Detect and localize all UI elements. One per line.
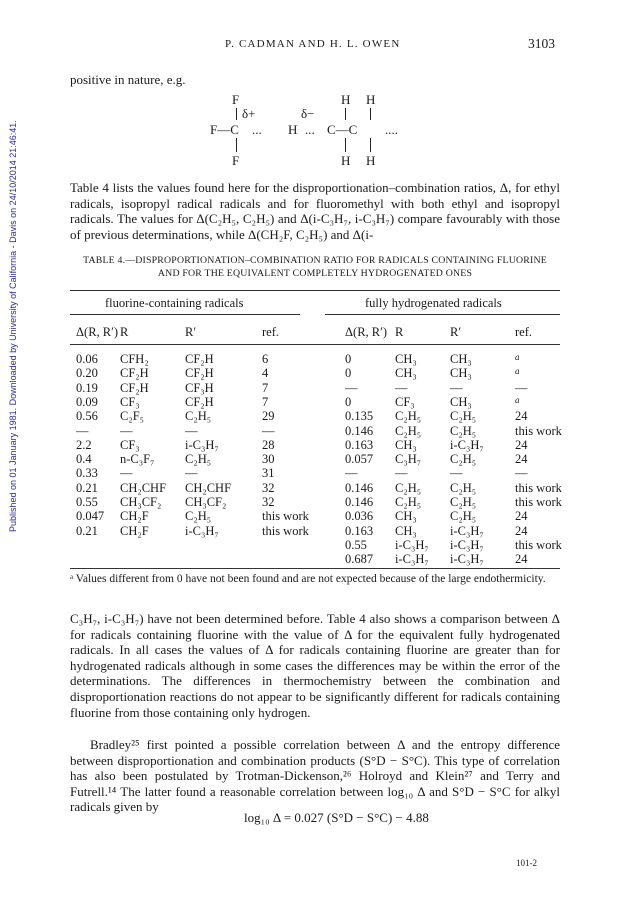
table-cell-rprime-right: CH₃	[450, 352, 472, 366]
table-cell-ref-left: 32	[262, 495, 275, 509]
table-cell-r-right: C₂H₅	[395, 423, 422, 438]
table-cell-r-left: CH₂F	[120, 509, 149, 524]
table-cell-ref-left: 29	[262, 409, 275, 424]
struct-bond	[236, 138, 237, 152]
struct-f-c: F—C	[210, 122, 239, 137]
table-cell-delta-right: 0	[345, 394, 352, 409]
struct-dots-2: ...	[305, 122, 315, 137]
table-cell-delta-left: 0.19	[76, 380, 98, 395]
struct-c-c: C—C	[327, 122, 358, 137]
table-cell-r-right: C₃H₇	[395, 452, 422, 467]
struct-dots-1: ...	[252, 122, 262, 137]
table-cell-rprime-left: CF₂H	[185, 366, 214, 381]
table-cell-r-right: C₂H₅	[395, 409, 422, 424]
table-cell-r-right: —	[395, 466, 408, 481]
table-cell-r-left: C₂F₅	[120, 409, 145, 424]
table-cell-rprime-right: C₂H₅	[450, 452, 477, 467]
table-cell-ref-right: a	[515, 394, 520, 405]
table-cell-r-left: CH₂CHF	[120, 480, 167, 495]
table-cell-rprime-left: C₂H₅	[185, 409, 212, 424]
table-cell-rprime-left: CH₂CHF	[185, 480, 232, 495]
table-header-delta-left: Δ(R, R′)	[76, 325, 119, 339]
table-header-ref-right: ref.	[515, 325, 532, 339]
download-notice-sidebar[interactable]: Published on 01 January 1981. Downloaded by University of California - Davis on 24/10/2014 21:46:41.	[8, 120, 18, 532]
table-header-rprime-left: R′	[185, 325, 197, 339]
struct-bond	[370, 138, 371, 152]
table-cell-delta-right: 0.146	[345, 495, 374, 509]
table-cell-ref-left: 31	[262, 466, 275, 481]
table-cell-r-left: CH₂F	[120, 523, 149, 538]
table-cell-delta-left: 0.20	[76, 366, 98, 381]
table-cell-delta-left: 0.21	[76, 480, 98, 495]
struct-h-top-2: H	[366, 92, 376, 107]
table-cell-r-right: C₂H₅	[395, 480, 422, 495]
table-cell-ref-right: 24	[515, 552, 528, 567]
table-cell-delta-left: 0.09	[76, 394, 98, 409]
table-cell-r-left: —	[120, 466, 133, 481]
table-top-rule	[70, 290, 560, 291]
table-bottom-rule	[70, 568, 560, 569]
struct-bond	[345, 108, 346, 120]
table-cell-rprime-left: i-C₃H₇	[185, 523, 219, 538]
table-cell-ref-right: this work	[515, 495, 562, 509]
table-cell-delta-right: 0	[345, 352, 352, 366]
table-cell-ref-left: —	[262, 423, 275, 438]
table-cell-delta-right: 0.036	[345, 509, 374, 524]
table-cell-ref-left: 7	[262, 394, 269, 409]
table-cell-r-right: —	[395, 380, 408, 395]
table-cell-ref-left: this work	[262, 509, 309, 524]
intro-line: positive in nature, e.g.	[70, 72, 186, 87]
group-rule-right	[325, 314, 560, 315]
table-cell-rprime-right: —	[450, 466, 463, 481]
table-cell-rprime-left: C₂H₅	[185, 509, 212, 524]
table-cell-ref-left: 32	[262, 480, 275, 495]
table-cell-r-right: C₂H₅	[395, 495, 422, 509]
table-cell-r-left: CF₂H	[120, 380, 149, 395]
table-cell-rprime-left: CF₃H	[185, 380, 214, 395]
struct-delta-minus: δ−	[301, 106, 315, 121]
footer-code: 101-2	[516, 858, 537, 868]
table-cell-delta-left: —	[76, 423, 89, 438]
table-cell-ref-right: —	[515, 466, 528, 481]
table-cell-rprime-left: CF₂H	[185, 394, 214, 409]
struct-h-mid: H	[288, 122, 298, 137]
table-cell-ref-right: this work	[515, 480, 562, 495]
table-cell-rprime-right: CH₃	[450, 394, 472, 409]
equation: log₁₀ Δ = 0.027 (S°D − S°C) − 4.88	[244, 810, 429, 825]
table-header-rule	[70, 344, 560, 345]
table-footnote: ᵃ Values different from 0 have not been found and are not expected because of the large endothermicity.	[70, 573, 546, 585]
struct-h-bot-1: H	[341, 153, 351, 168]
table-cell-ref-right: a	[515, 352, 520, 362]
struct-bond	[236, 108, 237, 120]
table-cell-rprime-right: i-C₃H₇	[450, 537, 484, 552]
table-cell-rprime-right: —	[450, 380, 463, 395]
table-cell-r-right: CH₃	[395, 509, 417, 524]
table-header-r-right: R	[395, 325, 404, 339]
table-cell-r-left: —	[120, 423, 133, 438]
table-cell-delta-right: 0	[345, 366, 352, 381]
table-cell-delta-right: 0.163	[345, 437, 374, 452]
table-cell-delta-right: —	[345, 466, 358, 481]
table-cell-delta-right: —	[345, 380, 358, 395]
paragraph-2: C₃H₇, i-C₃H₇) have not been determined before. Table 4 also shows a comparison between Δ for radicals containing fluorine with the value of Δ for the equivalent fully hydrogenated radicals. In all cases the values of Δ for radicals containing fluorine are greater than for hydrogenated radicals although in some cases the differences may be within the error of the determinations. The differences in thermochemistry between the combination and disproportionation reactions do not appear to be significantly different for radicals containing fluorine from those containing only hydrogen.	[70, 611, 560, 720]
table-cell-delta-left: 0.56	[76, 409, 98, 424]
table-cell-ref-left: 6	[262, 352, 269, 366]
table-cell-delta-left: 2.2	[76, 437, 92, 452]
table-cell-delta-left: 0.21	[76, 523, 98, 538]
group-header-fluorine: fluorine-containing radicals	[105, 296, 244, 310]
table-cell-delta-right: 0.057	[345, 452, 374, 467]
table-cell-rprime-left: CH₃CF₂	[185, 495, 227, 509]
group-header-hydrogenated: fully hydrogenated radicals	[365, 296, 502, 310]
struct-h-top-1: H	[341, 92, 351, 107]
table-cell-ref-left: 4	[262, 366, 269, 381]
table-cell-r-right: CH₃	[395, 366, 417, 381]
struct-dots-3: ....	[385, 122, 398, 137]
table-cell-rprime-left: —	[185, 423, 198, 438]
struct-h-bot-2: H	[366, 153, 376, 168]
table-cell-ref-right: 24	[515, 523, 528, 538]
table-cell-rprime-right: i-C₃H₇	[450, 437, 484, 452]
struct-f-bottom: F	[232, 153, 240, 168]
struct-bond	[345, 138, 346, 152]
paragraph-3: Bradley²⁵ first pointed a possible correlation between Δ and the entropy difference between disproportionation and combination products (S°D − S°C). This type of correlation has also been postulated by Trotman-Dickenson,²⁶ Holroyd and Klein²⁷ and Terry and Futrell.¹⁴ The latter found a reasonable correlation between log₁₀ Δ and S°D − S°C for alkyl radicals given by	[70, 737, 560, 815]
table-cell-rprime-right: i-C₃H₇	[450, 552, 484, 567]
table-cell-rprime-right: C₂H₅	[450, 409, 477, 424]
table-cell-r-right: CH₃	[395, 352, 417, 366]
table-cell-delta-right: 0.146	[345, 480, 374, 495]
table-cell-r-right: i-C₃H₇	[395, 552, 429, 567]
running-header-authors: P. CADMAN AND H. L. OWEN	[225, 38, 401, 50]
table-cell-r-left: CH₃CF₂	[120, 495, 162, 509]
table-cell-rprime-right: CH₃	[450, 366, 472, 381]
table-cell-r-left: n-C₃F₇	[120, 452, 155, 467]
table-cell-rprime-right: C₂H₅	[450, 495, 477, 509]
table-cell-delta-left: 0.33	[76, 466, 98, 481]
table-cell-delta-left: 0.047	[76, 509, 105, 524]
table-header-delta-right: Δ(R, R′)	[345, 325, 388, 339]
struct-delta-plus: δ+	[242, 106, 256, 121]
table-cell-rprime-right: i-C₃H₇	[450, 523, 484, 538]
table-cell-rprime-left: CF₂H	[185, 352, 214, 366]
table-cell-ref-right: 24	[515, 409, 528, 424]
table-cell-ref-right: —	[515, 380, 528, 395]
table-cell-rprime-left: i-C₃H₇	[185, 437, 219, 452]
table-cell-delta-left: 0.4	[76, 452, 92, 467]
table-header-rprime-right: R′	[450, 325, 462, 339]
table-cell-rprime-right: C₂H₅	[450, 509, 477, 524]
table-cell-ref-left: 7	[262, 380, 269, 395]
table-header-r-left: R	[120, 325, 129, 339]
table-cell-r-right: CH₃	[395, 523, 417, 538]
table-cell-ref-right: 24	[515, 452, 528, 467]
table-cell-rprime-right: C₂H₅	[450, 423, 477, 438]
table-cell-ref-right: 24	[515, 509, 528, 524]
table-cell-delta-right: 0.687	[345, 552, 374, 567]
table-cell-ref-left: 28	[262, 437, 275, 452]
table-cell-delta-left: 0.06	[76, 352, 98, 366]
table-cell-ref-right: 24	[515, 437, 528, 452]
struct-f-top: F	[232, 92, 240, 107]
table-title-line-1: TABLE 4.—DISPROPORTIONATION–COMBINATION RATIO FOR RADICALS CONTAINING FLUORINE	[83, 255, 547, 266]
table-cell-ref-right: a	[515, 366, 520, 377]
table-cell-delta-left: 0.55	[76, 495, 98, 509]
table-cell-delta-right: 0.163	[345, 523, 374, 538]
table-cell-ref-right: this work	[515, 423, 562, 438]
table-cell-r-left: CF₃	[120, 394, 140, 409]
table-cell-r-left: CF₂H	[120, 366, 149, 381]
table-cell-r-left: CFH₂	[120, 352, 149, 366]
paragraph-1: Table 4 lists the values found here for the disproportionation–combination ratios, Δ, for ethyl radicals, isopropyl radical radicals and for fluoromethyl with both ethyl and isopropyl radicals. The values for Δ(C₂H₅, C₂H₅) and Δ(i-C₃H₇, i-C₃H₇) compare favourably with those of previous determinations, while Δ(CH₂F, C₂H₅) and Δ(i-	[70, 180, 560, 242]
table-cell-delta-right: 0.135	[345, 409, 374, 424]
table-header-ref-left: ref.	[262, 325, 279, 339]
table-cell-delta-right: 0.146	[345, 423, 374, 438]
group-rule-left	[70, 314, 300, 315]
table-cell-ref-left: 30	[262, 452, 275, 467]
table-title-line-2: AND FOR THE EQUIVALENT COMPLETELY HYDROGENATED ONES	[157, 268, 473, 279]
table-cell-delta-right: 0.55	[345, 537, 367, 552]
table-cell-ref-right: this work	[515, 537, 562, 552]
table-cell-rprime-left: —	[185, 466, 198, 481]
struct-bond	[370, 108, 371, 120]
table-title	[70, 254, 560, 280]
table-cell-rprime-right: C₂H₅	[450, 480, 477, 495]
table-cell-r-right: CF₃	[395, 394, 415, 409]
page-number: 3103	[528, 36, 555, 51]
table-cell-r-right: i-C₃H₇	[395, 537, 429, 552]
table-cell-r-right: CH₃	[395, 437, 417, 452]
table-cell-r-left: CF₃	[120, 437, 140, 452]
table-cell-rprime-left: C₂H₅	[185, 452, 212, 467]
table-cell-ref-left: this work	[262, 523, 309, 538]
